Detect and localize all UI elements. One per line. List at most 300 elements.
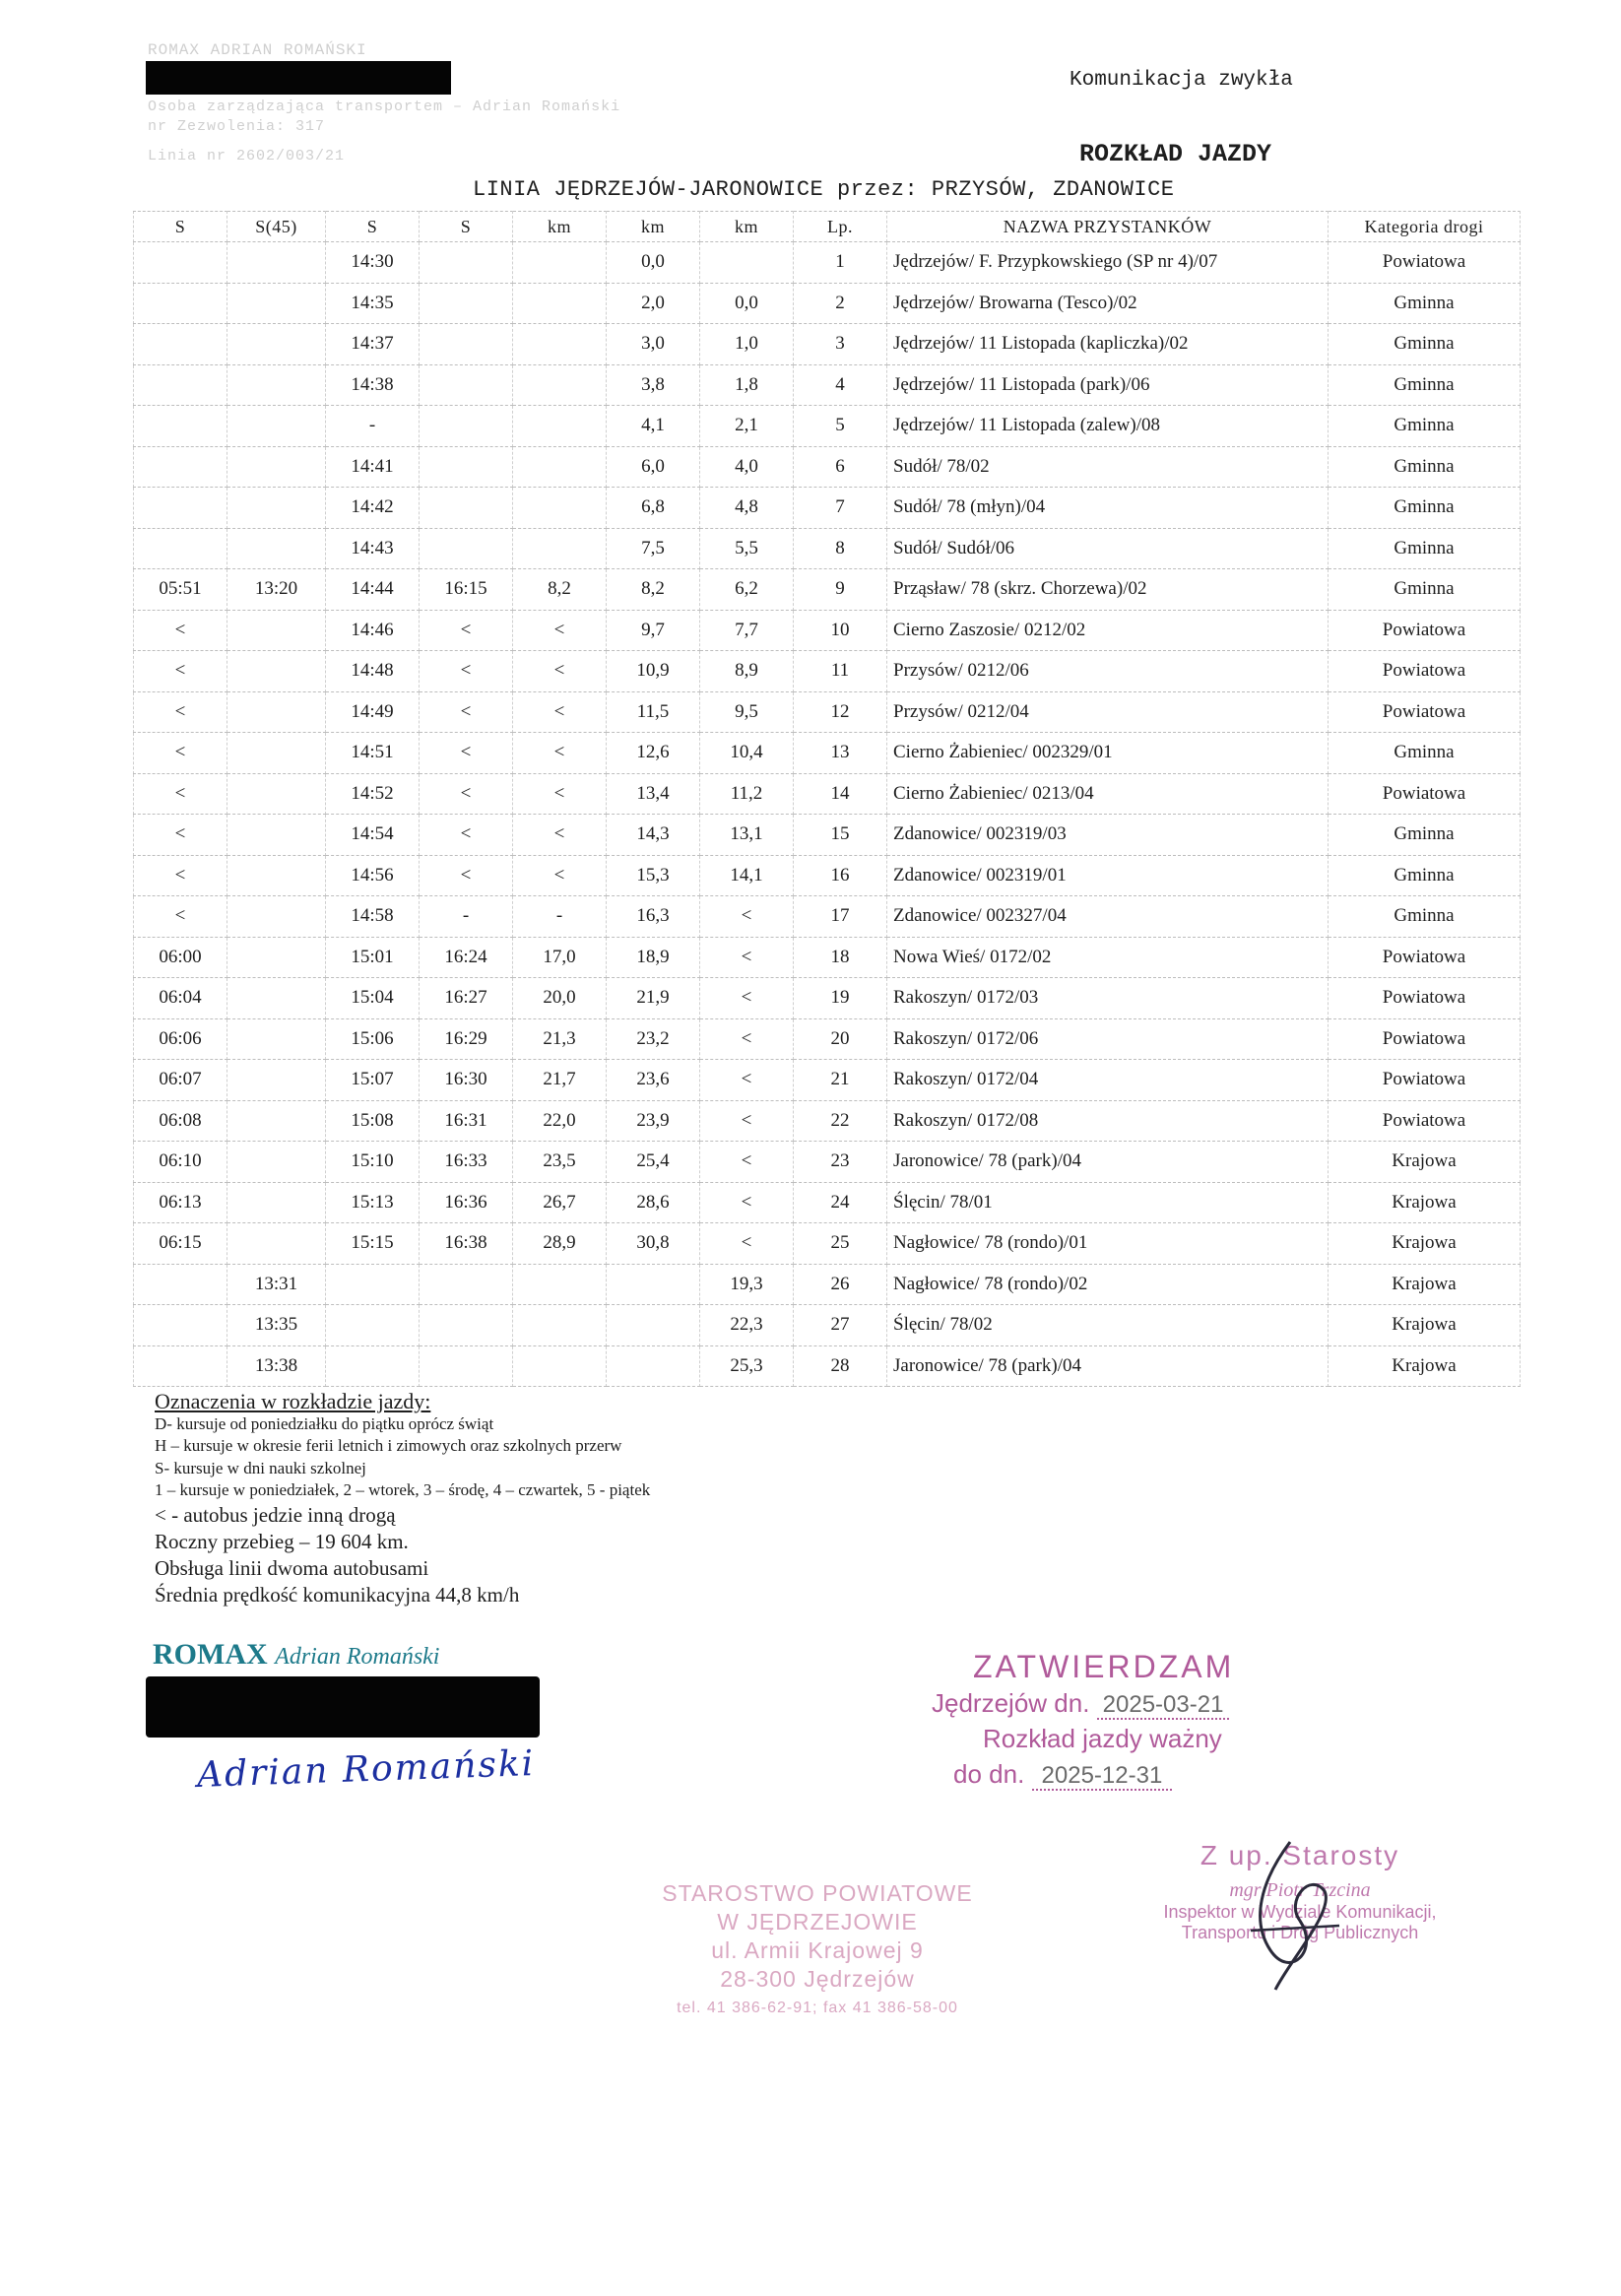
column-header: S	[326, 212, 420, 242]
table-cell: 9	[794, 569, 887, 611]
column-header: km	[607, 212, 700, 242]
column-header: km	[700, 212, 794, 242]
legend-line: < - autobus jedzie inną drogą	[155, 1502, 396, 1527]
table-cell	[227, 242, 326, 284]
table-cell: 6,2	[700, 569, 794, 611]
table-cell: <	[134, 815, 227, 856]
table-cell: -	[513, 896, 607, 938]
official-signature-mark	[1231, 1832, 1349, 2000]
table-cell	[227, 651, 326, 692]
table-cell	[513, 1264, 607, 1305]
table-cell	[227, 1100, 326, 1142]
stop-name-cell: Cierno Zaszosie/ 0212/02	[887, 610, 1329, 651]
official-position: Inspektor w Wydziale Komunikacji,	[1163, 1902, 1437, 1922]
table-cell	[227, 1142, 326, 1183]
table-cell: 06:15	[134, 1223, 227, 1265]
table-cell: 14:38	[326, 364, 420, 406]
company-brand: ROMAX	[153, 1638, 268, 1671]
authority-city: W JĘDRZEJOWIE	[717, 1909, 918, 1935]
road-category-cell: Krajowa	[1329, 1345, 1521, 1387]
table-cell: 16:29	[420, 1018, 513, 1060]
table-cell: <	[700, 1182, 794, 1223]
table-row	[134, 283, 1521, 324]
table-cell	[134, 488, 227, 529]
table-cell: 16:31	[420, 1100, 513, 1142]
table-cell: <	[700, 1018, 794, 1060]
table-cell	[134, 406, 227, 447]
table-cell: <	[134, 691, 227, 733]
road-category-cell: Gminna	[1329, 488, 1521, 529]
table-row	[134, 1264, 1521, 1305]
table-row	[134, 773, 1521, 815]
table-cell	[513, 242, 607, 284]
table-cell: <	[700, 1060, 794, 1101]
road-category-cell: Powiatowa	[1329, 773, 1521, 815]
table-cell: 19,3	[700, 1264, 794, 1305]
table-cell: <	[513, 610, 607, 651]
table-cell: 25,4	[607, 1142, 700, 1183]
company-owner: Adrian Romański	[275, 1644, 440, 1670]
validity-date-line	[953, 1759, 1172, 1790]
road-category-cell: Gminna	[1329, 896, 1521, 938]
table-cell: <	[700, 1223, 794, 1265]
line-number-faint: Linia nr 2602/003/21	[148, 148, 346, 164]
table-cell: 25,3	[700, 1345, 794, 1387]
stop-name-cell: Jędrzejów/ 11 Listopada (park)/06	[887, 364, 1329, 406]
table-cell: 20	[794, 1018, 887, 1060]
stop-name-cell: Rakoszyn/ 0172/04	[887, 1060, 1329, 1101]
table-cell: 15:10	[326, 1142, 420, 1183]
table-cell	[513, 283, 607, 324]
column-header: NAZWA PRZYSTANKÓW	[887, 212, 1329, 242]
table-cell: <	[420, 610, 513, 651]
stop-name-cell: Jaronowice/ 78 (park)/04	[887, 1142, 1329, 1183]
table-cell	[420, 446, 513, 488]
table-cell	[227, 283, 326, 324]
table-cell: 15:15	[326, 1223, 420, 1265]
authority-stamp	[630, 1879, 1005, 2022]
table-cell: 3,8	[607, 364, 700, 406]
column-header: km	[513, 212, 607, 242]
stop-name-cell: Jędrzejów/ 11 Listopada (zalew)/08	[887, 406, 1329, 447]
table-cell: 15:07	[326, 1060, 420, 1101]
line-subtitle: LINIA JĘDRZEJÓW-JARONOWICE przez: PRZYSÓW, ZDANOWICE	[473, 177, 1175, 202]
table-cell: 22,3	[700, 1305, 794, 1346]
table-cell: 22	[794, 1100, 887, 1142]
stop-name-cell: Jaronowice/ 78 (park)/04	[887, 1345, 1329, 1387]
table-row	[134, 1100, 1521, 1142]
table-row	[134, 1182, 1521, 1223]
legend-line: D- kursuje od poniedziałku do piątku oprócz świąt	[155, 1413, 494, 1433]
table-cell	[227, 896, 326, 938]
table-cell: <	[134, 896, 227, 938]
road-category-cell: Gminna	[1329, 528, 1521, 569]
table-cell	[420, 1305, 513, 1346]
table-cell	[134, 1345, 227, 1387]
table-cell	[134, 242, 227, 284]
table-cell: 23,2	[607, 1018, 700, 1060]
table-cell: 14,1	[700, 855, 794, 896]
table-cell: 14:48	[326, 651, 420, 692]
stop-name-cell: Nagłowice/ 78 (rondo)/01	[887, 1223, 1329, 1265]
table-cell: 06:06	[134, 1018, 227, 1060]
table-row	[134, 528, 1521, 569]
table-cell: 17	[794, 896, 887, 938]
company-stamp	[153, 1638, 439, 1672]
table-cell	[513, 364, 607, 406]
validity-until-label: do dn.	[953, 1759, 1025, 1789]
table-row	[134, 733, 1521, 774]
road-category-cell: Gminna	[1329, 733, 1521, 774]
table-row	[134, 364, 1521, 406]
table-cell: 15	[794, 815, 887, 856]
table-cell	[513, 488, 607, 529]
table-cell: 06:13	[134, 1182, 227, 1223]
table-cell: <	[134, 610, 227, 651]
table-cell: 14:51	[326, 733, 420, 774]
table-row	[134, 978, 1521, 1019]
road-category-cell: Powiatowa	[1329, 242, 1521, 284]
table-cell: 14	[794, 773, 887, 815]
table-cell: 6,8	[607, 488, 700, 529]
table-cell	[607, 1345, 700, 1387]
table-cell: <	[513, 815, 607, 856]
table-cell: 14:35	[326, 283, 420, 324]
table-row	[134, 1223, 1521, 1265]
table-cell: 6	[794, 446, 887, 488]
table-cell: 10,9	[607, 651, 700, 692]
column-header: Lp.	[794, 212, 887, 242]
table-cell: 23,5	[513, 1142, 607, 1183]
table-cell	[134, 528, 227, 569]
table-cell: 13:35	[227, 1305, 326, 1346]
stop-name-cell: Prząsław/ 78 (skrz. Chorzewa)/02	[887, 569, 1329, 611]
table-cell: <	[134, 773, 227, 815]
table-cell: 8	[794, 528, 887, 569]
table-cell: 5,5	[700, 528, 794, 569]
table-cell	[227, 1182, 326, 1223]
stop-name-cell: Sudół/ 78 (młyn)/04	[887, 488, 1329, 529]
authority-postal: 28-300 Jędrzejów	[720, 1966, 915, 1992]
table-cell: 15,3	[607, 855, 700, 896]
table-cell: -	[420, 896, 513, 938]
table-cell: 06:07	[134, 1060, 227, 1101]
table-cell: 14:30	[326, 242, 420, 284]
table-cell: <	[420, 651, 513, 692]
table-cell: 9,7	[607, 610, 700, 651]
column-header: S	[134, 212, 227, 242]
table-header-row	[134, 212, 1521, 242]
stop-name-cell: Ślęcin/ 78/01	[887, 1182, 1329, 1223]
road-category-cell: Powiatowa	[1329, 978, 1521, 1019]
road-category-cell: Powiatowa	[1329, 610, 1521, 651]
table-cell: 26	[794, 1264, 887, 1305]
legend-line: 1 – kursuje w poniedziałek, 2 – wtorek, 3 – środę, 4 – czwartek, 5 - piątek	[155, 1480, 651, 1499]
table-cell: 13:38	[227, 1345, 326, 1387]
table-cell	[227, 1223, 326, 1265]
table-cell: 16:38	[420, 1223, 513, 1265]
table-cell	[420, 406, 513, 447]
table-cell	[420, 488, 513, 529]
table-cell	[227, 773, 326, 815]
table-cell: 13,1	[700, 815, 794, 856]
table-row	[134, 446, 1521, 488]
stop-name-cell: Zdanowice/ 002319/01	[887, 855, 1329, 896]
table-row	[134, 691, 1521, 733]
table-cell	[227, 324, 326, 365]
table-cell	[227, 855, 326, 896]
stop-name-cell: Nowa Wieś/ 0172/02	[887, 937, 1329, 978]
table-cell: 30,8	[607, 1223, 700, 1265]
table-cell: 24	[794, 1182, 887, 1223]
table-cell	[227, 1018, 326, 1060]
official-name: mgr Piotr Trzcina	[1229, 1879, 1371, 1901]
validity-date: 2025-12-31	[1032, 1762, 1173, 1791]
table-cell: <	[134, 733, 227, 774]
table-cell: 17,0	[513, 937, 607, 978]
table-cell	[134, 324, 227, 365]
company-subline-faint: Osoba zarządzająca transportem – Adrian Romański	[148, 98, 621, 115]
table-cell: 28,6	[607, 1182, 700, 1223]
table-cell: 26,7	[513, 1182, 607, 1223]
table-cell: <	[420, 691, 513, 733]
table-cell: 23,6	[607, 1060, 700, 1101]
table-row	[134, 242, 1521, 284]
table-cell	[420, 242, 513, 284]
table-row	[134, 324, 1521, 365]
table-cell	[607, 1264, 700, 1305]
table-cell: 20,0	[513, 978, 607, 1019]
table-cell	[513, 1345, 607, 1387]
table-cell: 10,4	[700, 733, 794, 774]
table-cell: 14:46	[326, 610, 420, 651]
road-category-cell: Gminna	[1329, 815, 1521, 856]
table-row	[134, 1018, 1521, 1060]
table-cell: 25	[794, 1223, 887, 1265]
approval-title: ZATWIERDZAM	[973, 1649, 1235, 1684]
table-cell: 14:37	[326, 324, 420, 365]
table-cell: 2	[794, 283, 887, 324]
table-cell	[134, 446, 227, 488]
table-cell: 13,4	[607, 773, 700, 815]
road-category-cell: Gminna	[1329, 446, 1521, 488]
table-cell: 0,0	[700, 283, 794, 324]
table-cell: <	[420, 733, 513, 774]
table-cell: 0,0	[607, 242, 700, 284]
authority-phone: tel. 41 386-62-91; fax 41 386-58-00	[677, 2000, 958, 2016]
table-cell: 06:10	[134, 1142, 227, 1183]
table-cell: 5	[794, 406, 887, 447]
table-cell	[227, 937, 326, 978]
table-cell: <	[134, 651, 227, 692]
approval-date: 2025-03-21	[1097, 1691, 1230, 1720]
stop-name-cell: Rakoszyn/ 0172/08	[887, 1100, 1329, 1142]
redaction-bar	[146, 1676, 540, 1738]
table-cell	[134, 1305, 227, 1346]
road-category-cell: Powiatowa	[1329, 1060, 1521, 1101]
road-category-cell: Gminna	[1329, 324, 1521, 365]
table-cell: 8,2	[607, 569, 700, 611]
table-cell: 28	[794, 1345, 887, 1387]
table-cell	[227, 691, 326, 733]
column-header: Kategoria drogi	[1329, 212, 1521, 242]
official-department: Transportu i Dróg Publicznych	[1181, 1923, 1419, 1942]
table-cell: 14:49	[326, 691, 420, 733]
approval-city-label: Jędrzejów dn.	[932, 1688, 1090, 1718]
table-cell	[420, 1264, 513, 1305]
table-cell	[227, 446, 326, 488]
road-category-cell: Gminna	[1329, 406, 1521, 447]
table-cell	[607, 1305, 700, 1346]
table-cell: 22,0	[513, 1100, 607, 1142]
table-cell: <	[513, 773, 607, 815]
table-cell	[513, 446, 607, 488]
stop-name-cell: Nagłowice/ 78 (rondo)/02	[887, 1264, 1329, 1305]
table-cell: <	[513, 733, 607, 774]
table-cell: 4	[794, 364, 887, 406]
stop-name-cell: Przysów/ 0212/04	[887, 691, 1329, 733]
stop-name-cell: Jędrzejów/ F. Przypkowskiego (SP nr 4)/07	[887, 242, 1329, 284]
table-cell: 15:13	[326, 1182, 420, 1223]
table-row	[134, 569, 1521, 611]
table-cell: 13:20	[227, 569, 326, 611]
table-cell: 2,1	[700, 406, 794, 447]
table-cell: 21,7	[513, 1060, 607, 1101]
authority-name: STAROSTWO POWIATOWE	[662, 1880, 973, 1906]
page-title: ROZKŁAD JAZDY	[1079, 140, 1272, 168]
table-cell	[134, 1264, 227, 1305]
table-cell: 23	[794, 1142, 887, 1183]
table-cell	[227, 1060, 326, 1101]
table-cell: 16:30	[420, 1060, 513, 1101]
redaction-bar	[146, 61, 451, 95]
road-category-cell: Powiatowa	[1329, 1100, 1521, 1142]
column-header: S	[420, 212, 513, 242]
table-cell: 06:08	[134, 1100, 227, 1142]
table-cell: <	[420, 855, 513, 896]
annual-mileage: Roczny przebieg – 19 604 km.	[155, 1529, 409, 1553]
table-cell	[420, 528, 513, 569]
table-cell: 15:08	[326, 1100, 420, 1142]
table-cell: 11,2	[700, 773, 794, 815]
table-cell: 14:54	[326, 815, 420, 856]
table-cell: <	[700, 1142, 794, 1183]
road-category-cell: Krajowa	[1329, 1223, 1521, 1265]
road-category-cell: Krajowa	[1329, 1142, 1521, 1183]
table-cell: 21	[794, 1060, 887, 1101]
table-cell: 14:42	[326, 488, 420, 529]
table-cell: 15:06	[326, 1018, 420, 1060]
table-cell	[227, 815, 326, 856]
table-cell	[420, 283, 513, 324]
table-cell	[227, 528, 326, 569]
authority-street: ul. Armii Krajowej 9	[711, 1937, 924, 1963]
signature: Adrian Romański	[196, 1743, 536, 1796]
table-cell: 14:52	[326, 773, 420, 815]
table-cell: 6,0	[607, 446, 700, 488]
stop-name-cell: Rakoszyn/ 0172/03	[887, 978, 1329, 1019]
table-cell	[420, 364, 513, 406]
table-cell	[227, 978, 326, 1019]
road-category-cell: Gminna	[1329, 364, 1521, 406]
table-cell	[420, 1345, 513, 1387]
table-cell: 28,9	[513, 1223, 607, 1265]
table-cell: 06:00	[134, 937, 227, 978]
table-cell: 11	[794, 651, 887, 692]
table-cell: <	[700, 978, 794, 1019]
stop-name-cell: Jędrzejów/ Browarna (Tesco)/02	[887, 283, 1329, 324]
road-category-cell: Powiatowa	[1329, 1018, 1521, 1060]
schedule-table	[133, 211, 1521, 1387]
table-cell: <	[700, 937, 794, 978]
table-cell: <	[134, 855, 227, 896]
table-cell: 05:51	[134, 569, 227, 611]
table-cell	[513, 528, 607, 569]
table-cell: 14:58	[326, 896, 420, 938]
table-cell: 27	[794, 1305, 887, 1346]
table-row	[134, 1305, 1521, 1346]
road-category-cell: Powiatowa	[1329, 691, 1521, 733]
table-cell: 13	[794, 733, 887, 774]
table-row	[134, 1142, 1521, 1183]
table-cell	[227, 610, 326, 651]
stop-name-cell: Ślęcin/ 78/02	[887, 1305, 1329, 1346]
table-cell: 16:27	[420, 978, 513, 1019]
table-cell: 21,9	[607, 978, 700, 1019]
road-category-cell: Krajowa	[1329, 1305, 1521, 1346]
table-row	[134, 937, 1521, 978]
stop-name-cell: Cierno Żabieniec/ 0213/04	[887, 773, 1329, 815]
table-cell: 10	[794, 610, 887, 651]
stop-name-cell: Sudół/ 78/02	[887, 446, 1329, 488]
table-body	[134, 242, 1521, 1387]
table-cell: 1	[794, 242, 887, 284]
road-category-cell: Gminna	[1329, 569, 1521, 611]
table-cell: 7,7	[700, 610, 794, 651]
table-row	[134, 610, 1521, 651]
service-type: Komunikacja zwykła	[1070, 69, 1293, 92]
table-cell: 16:15	[420, 569, 513, 611]
table-cell	[134, 283, 227, 324]
table-cell: 18	[794, 937, 887, 978]
table-row	[134, 855, 1521, 896]
table-row	[134, 1060, 1521, 1101]
table-cell: 15:04	[326, 978, 420, 1019]
table-cell: 19	[794, 978, 887, 1019]
table-cell: 3	[794, 324, 887, 365]
table-row	[134, 815, 1521, 856]
table-row	[134, 406, 1521, 447]
column-header: S(45)	[227, 212, 326, 242]
table-cell	[700, 242, 794, 284]
table-cell	[134, 364, 227, 406]
table-cell: 7,5	[607, 528, 700, 569]
table-cell	[513, 1305, 607, 1346]
table-cell: 8,2	[513, 569, 607, 611]
table-cell: <	[513, 651, 607, 692]
table-cell: 16	[794, 855, 887, 896]
table-cell: 4,8	[700, 488, 794, 529]
table-cell: 16:36	[420, 1182, 513, 1223]
table-cell: 4,1	[607, 406, 700, 447]
table-row	[134, 488, 1521, 529]
stop-name-cell: Zdanowice/ 002319/03	[887, 815, 1329, 856]
table-cell	[227, 406, 326, 447]
table-cell: 7	[794, 488, 887, 529]
table-row	[134, 1345, 1521, 1387]
table-cell: <	[513, 691, 607, 733]
table-cell: <	[700, 896, 794, 938]
